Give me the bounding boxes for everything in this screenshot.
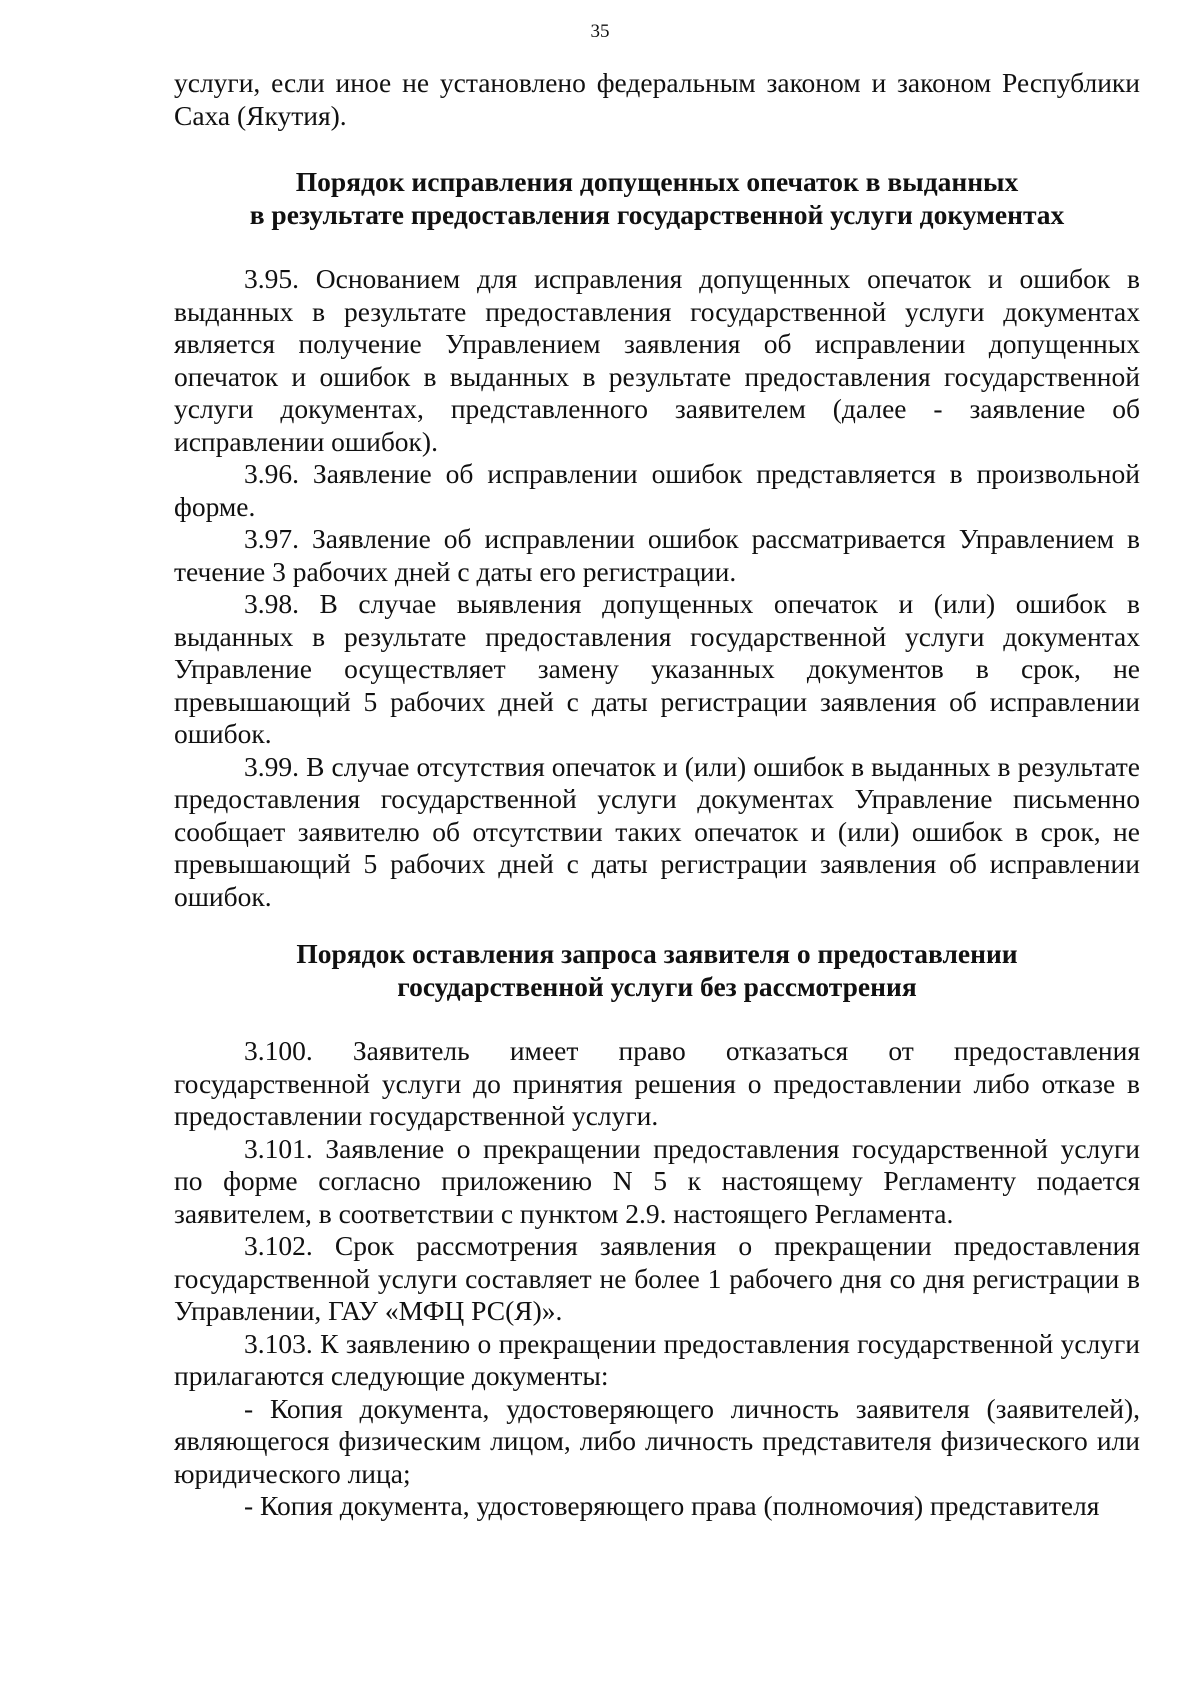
section-heading-request-withdrawal	[174, 938, 1140, 1003]
page-number: 35	[590, 21, 610, 42]
heading-line: в результате предоставления государственной услуги документах	[249, 198, 1065, 230]
paragraph-3-96: 3.96. Заявление об исправлении ошибок представляется в произвольной форме.	[174, 458, 1140, 522]
heading-line: Порядок исправления допущенных опечаток в выданных	[295, 166, 1019, 197]
paragraph-3-95: 3.95. Основанием для исправления допущенных опечаток и ошибок в выданных в результате предоставления государственной услуги документах является получение Управлением заявления об исправлении допущенных опечаток и ошибок в выданных в результате предоставления государственной услуги документах, представленного заявителем (далее - заявление об исправлении ошибок).	[174, 263, 1140, 457]
heading-line: Порядок оставления запроса заявителя о предоставлении	[296, 938, 1018, 969]
paragraph-3-101: 3.101. Заявление о прекращении предоставления государственной услуги по форме согласно приложению N 5 к настоящему Регламенту подается заявителем, в соответствии с пунктом 2.9. настоящего Регламента.	[174, 1132, 1140, 1229]
paragraph-3-100: 3.100. Заявитель имеет право отказаться от предоставления государственной услуги до принятия решения о предоставлении либо отказе в предоставлении государственной услуги.	[174, 1035, 1140, 1131]
paragraph-3-102: 3.102. Срок рассмотрения заявления о прекращении предоставления государственной услуги составляет не более 1 рабочего дня со дня регистрации в Управлении, ГАУ «МФЦ РС(Я)».	[174, 1230, 1140, 1326]
paragraph-3-103: 3.103. К заявлению о прекращении предоставления государственной услуги прилагаются следующие документы:	[174, 1327, 1140, 1391]
document-body	[174, 67, 1140, 1523]
list-item-representative-authority-copy: - Копия документа, удостоверяющего права (полномочия) представителя	[244, 1490, 1100, 1521]
paragraph-3-98: 3.98. В случае выявления допущенных опечаток и (или) ошибок в выданных в результате предоставления государственной услуги документах Управление осуществляет замену указанных документов в срок, не превышающий 5 рабочих дней с даты регистрации заявления об исправлении ошибок.	[174, 588, 1140, 749]
heading-line: государственной услуги без рассмотрения	[397, 970, 917, 1002]
paragraph-3-97: 3.97. Заявление об исправлении ошибок рассматривается Управлением в течение 3 рабочих дней с даты его регистрации.	[174, 523, 1140, 587]
intro-paragraph: услуги, если иное не установлено федеральным законом и законом Республики Саха (Якутия).	[174, 67, 1140, 131]
list-item-applicant-id-copy: - Копия документа, удостоверяющего личность заявителя (заявителей), являющегося физическим лицом, либо личность представителя физического или юридического лица;	[174, 1392, 1140, 1489]
section-heading-typo-correction	[174, 166, 1140, 231]
paragraph-3-99: 3.99. В случае отсутствия опечаток и (или) ошибок в выданных в результате предоставления государственной услуги документах Управление письменно сообщает заявителю об отсутствии таких опечаток и (или) ошибок в срок, не превышающий 5 рабочих дней с даты регистрации заявления об исправлении ошибок.	[174, 750, 1140, 912]
